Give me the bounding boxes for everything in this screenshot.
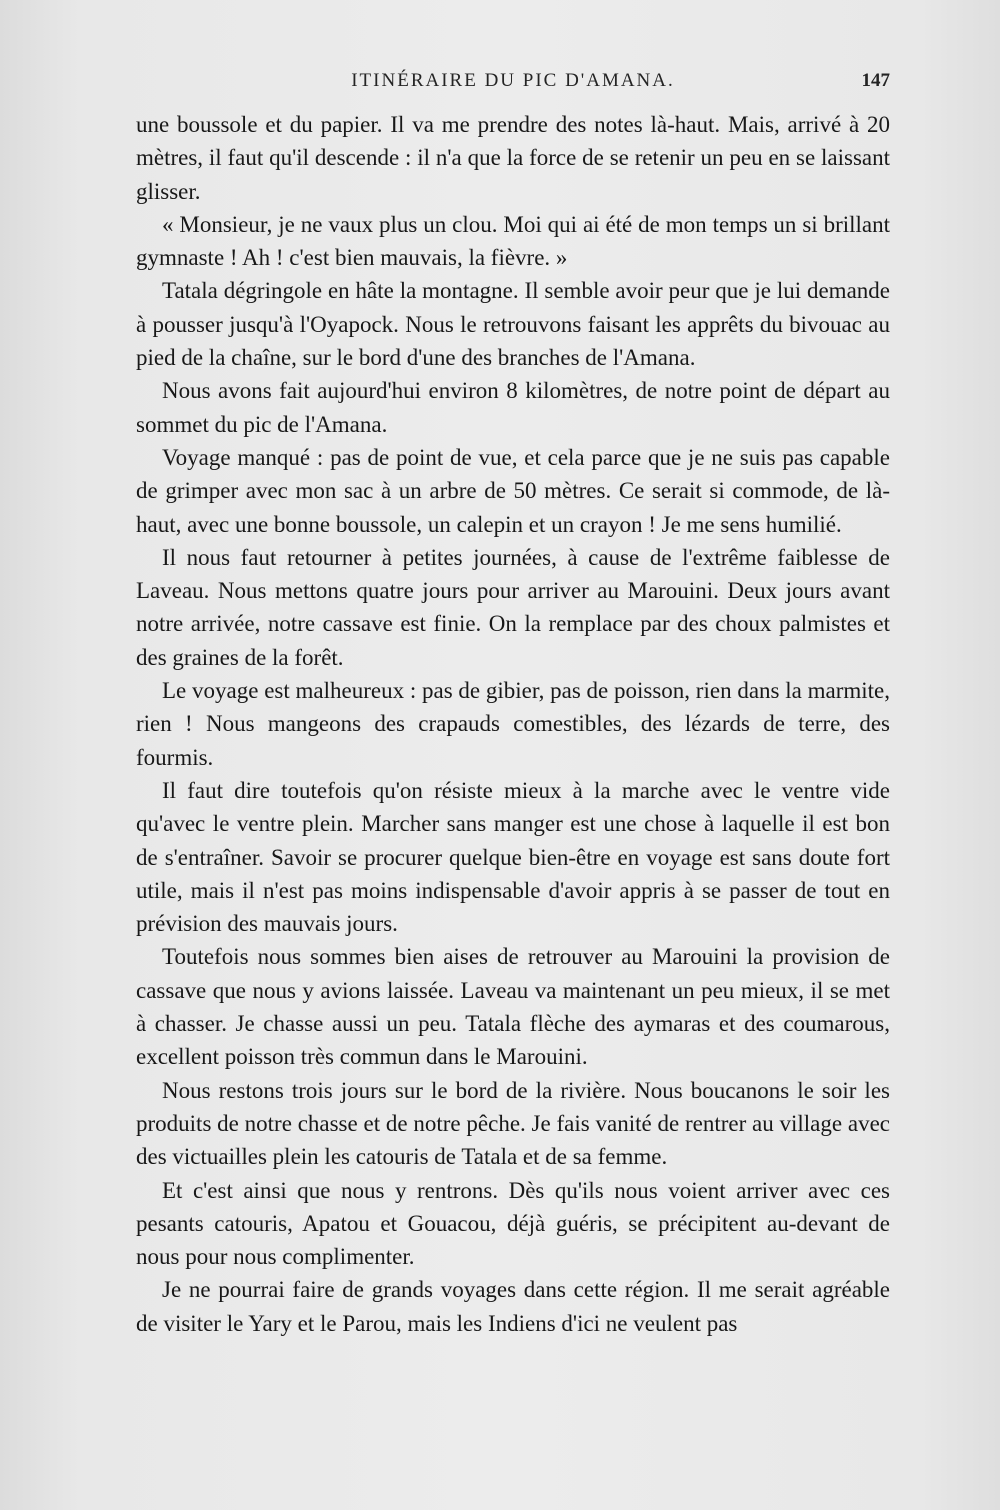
paragraph: Nous avons fait aujourd'hui environ 8 kilomètres, de notre point de départ au sommet du pic de l'Amana.	[136, 378, 890, 437]
paragraph: « Monsieur, je ne vaux plus un clou. Moi qui ai été de mon temps un si brillant gymnaste ! Ah ! c'est bien mauvais, la fièvre. »	[136, 211, 890, 271]
paragraph: Il nous faut retourner à petites journées, à cause de l'extrême faiblesse de Laveau. Nous mettons quatre jours pour arriver au Marouini. Deux jours avant notre arrivée, notre cassave est finie. On la remplace par des choux palmistes et des graines de la forêt.	[136, 544, 890, 670]
paragraph: Nous restons trois jours sur le bord de la rivière. Nous boucanons le soir les produits de notre chasse et de notre pêche. Je fais vanité de rentrer au village avec des victuailles plein les catouris de Tatala et de sa femme.	[136, 1077, 890, 1170]
page-header	[136, 70, 890, 102]
paragraph: une boussole et du papier. Il va me prendre des notes là-haut. Mais, arrivé à 20 mètres, il faut qu'il descende : il n'a que la force de se retenir un peu en se laissant glisser.	[136, 112, 890, 204]
running-title: ITINÉRAIRE DU PIC D'AMANA.	[351, 70, 675, 91]
paragraph: Je ne pourrai faire de grands voyages dans cette région. Il me serait agréable de visiter le Yary et le Parou, mais les Indiens d'ici ne veulent pas	[136, 1277, 890, 1336]
paragraph: Voyage manqué : pas de point de vue, et cela parce que je ne suis pas capable de grimper avec mon sac à un arbre de 50 mètres. Ce serait si commode, de là-haut, avec une bonne boussole, un calepin et un crayon ! Je me sens humilié.	[136, 444, 890, 537]
paragraph: Toutefois nous sommes bien aises de retrouver au Marouini la provision de cassave que nous y avions laissée. Laveau va maintenant un peu mieux, il se met à chasser. Je chasse aussi un peu. Tatala flèche des aymaras et des coumarous, excellent poisson très commun dans le Marouini.	[136, 944, 890, 1070]
paragraph: Tatala dégringole en hâte la montagne. Il semble avoir peur que je lui demande à pousser jusqu'à l'Oyapock. Nous le retrouvons faisant les apprêts du bivouac au pied de la chaîne, sur le bord d'une des branches de l'Amana.	[136, 278, 890, 371]
paragraph: Le voyage est malheureux : pas de gibier, pas de poisson, rien dans la marmite, rien ! Nous mangeons des crapauds comestibles, des lézards de terre, des fourmis.	[136, 678, 890, 770]
paragraph: Il faut dire toutefois qu'on résiste mieux à la marche avec le ventre vide qu'avec le ventre plein. Marcher sans manger est une chose à laquelle il est bon de s'entraîner. Savoir se procurer quelque bien-être en voyage est sans doute fort utile, mais il n'est pas moins indispensable d'avoir appris à se passer de tout en prévision des mauvais jours.	[136, 777, 890, 937]
paragraph: Et c'est ainsi que nous y rentrons. Dès qu'ils nous voient arriver avec ces pesants catouris, Apatou et Gouacou, déjà guéris, se précipitent au-devant de nous pour nous complimenter.	[136, 1177, 890, 1270]
body-text	[136, 108, 890, 1340]
page-number: 147	[861, 70, 890, 91]
